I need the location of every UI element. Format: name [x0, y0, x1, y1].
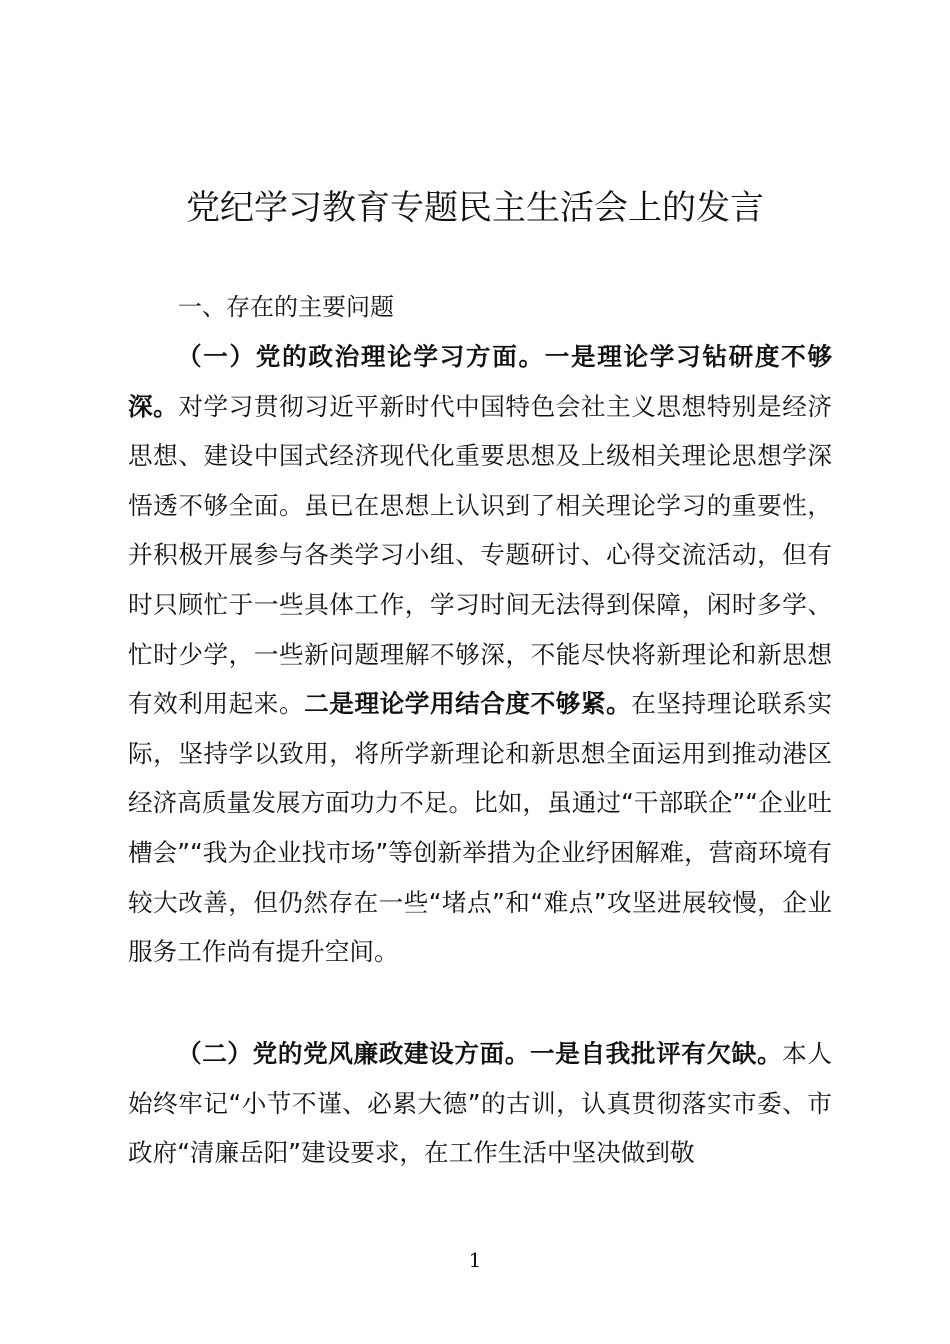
paragraph1-bold-heading: （一）党的政治理论学习方面。一是理论学习钻研度不够深。 [128, 342, 832, 421]
page-number: 1 [468, 1248, 482, 1272]
paragraph2-text: 本人始终牢记“小节不谨、必累大德”的古训，认真贯彻落实市委、市政府“清廉岳阳”建设要求，在工作生活中坚决做到敬 [128, 1039, 832, 1168]
paragraph1-text-continued: 在坚持理论联系实际，坚持学以致用，将所学新理论和新思想全面运用到推动港区经济高质量发展方面功力不足。比如，虽通过“干部联企”“企业吐槽会”“我为企业找市场”等创新举措为企业纾困解难，营商环境有较大改善，但仍然存在一些“堵点”和“难点”攻坚进展较慢，企业服务工作尚有提升空间。 [128, 689, 832, 967]
paragraph2-bold-heading: （二）党的党风廉政建设方面。一是自我批评有欠缺。 [177, 1039, 783, 1068]
paragraph-political-theory [128, 332, 832, 977]
paragraph1-text: 对学习贯彻习近平新时代中国特色会社主义思想特别是经济思想、建设中国式经济现代化重要思想及上级相关理论思想学深悟透不够全面。虽已在思想上认识到了相关理论学习的重要性，并积极开展参与各类学习小组、专题研讨、心得交流活动，但有时只顾忙于一些具体工作，学习时间无法得到保障，闲时多学、忙时少学，一些新问题理解不够深，不能尽快将新理论和新思想有效利用起来。 [128, 391, 832, 719]
document-title: 党纪学习教育专题民主生活会上的发言 [186, 188, 764, 228]
paragraph1-bold-point: 二是理论学用结合度不够紧。 [304, 689, 632, 719]
section-heading: 一、存在的主要问题 [178, 293, 394, 321]
paragraph-integrity [128, 1029, 832, 1178]
